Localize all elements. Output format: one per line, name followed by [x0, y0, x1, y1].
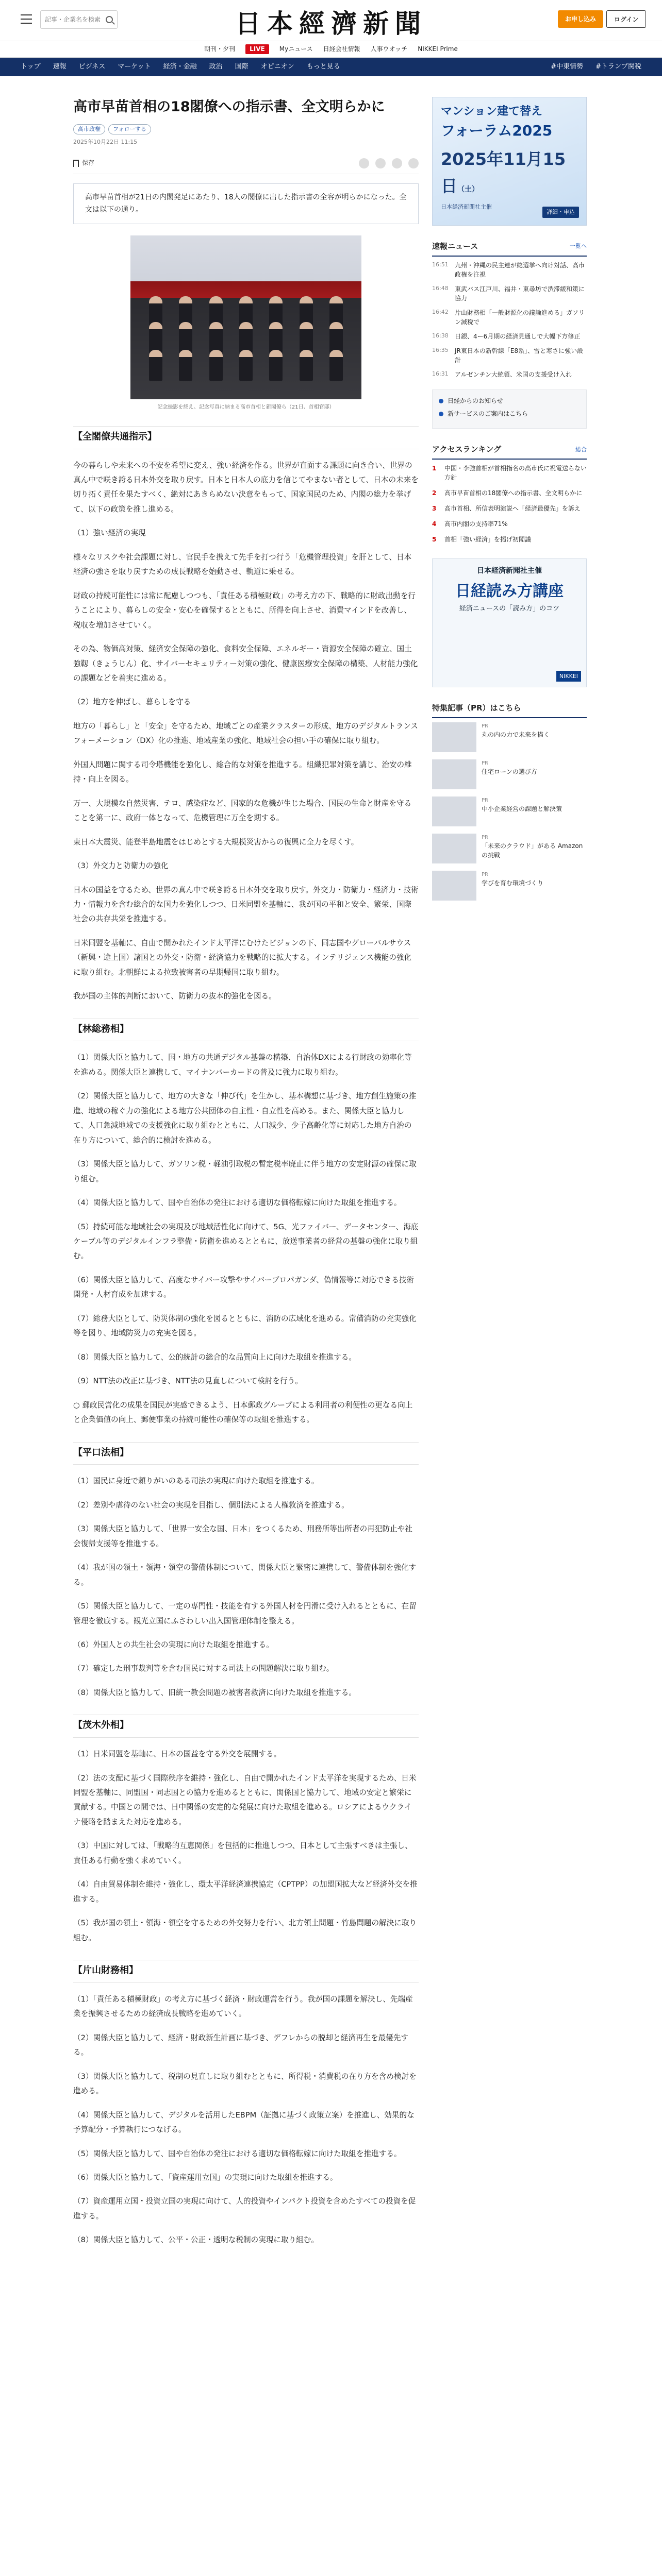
ranking-item[interactable] — [432, 488, 587, 498]
more-icon[interactable] — [408, 158, 419, 168]
notice-box — [432, 389, 587, 429]
news-item[interactable] — [432, 346, 587, 365]
hamburger-menu-icon[interactable] — [21, 14, 32, 24]
ranking-item[interactable] — [432, 504, 587, 513]
pr-card[interactable] — [432, 834, 587, 863]
rank-number: 3 — [432, 505, 437, 513]
article-paragraph: その為、物価高対策、経済安全保障の強化、食料安全保障、エネルギー・資源安全保障の確立、国土強靱（きょうじん）化、サイバーセキュリティー対策の強化、健康医療安全保障の構築、人材能力強化の課題などを着実に進める。 — [73, 645, 418, 683]
pr-card[interactable] — [432, 759, 587, 789]
gnav-business[interactable]: ビジネス — [78, 62, 106, 71]
article-paragraph: （3）関係大臣と協力して、ガソリン税・軽油引取税の暫定税率廃止に伴う地方の安定財源の確保に取り組む。 — [73, 1160, 417, 1183]
info-icon — [439, 399, 443, 403]
global-nav — [0, 58, 662, 76]
gnav-politics[interactable]: 政治 — [209, 62, 223, 71]
ranking-headline[interactable]: 中国・李強首相が首相指名の高市氏に祝電送らない方針 — [444, 465, 587, 482]
breaking-news — [432, 240, 587, 379]
article-body — [73, 426, 419, 2248]
subscribe-button[interactable]: お申し込み — [558, 10, 603, 28]
article-paragraph: （7）確定した刑事裁判等を含む国民に対する司法上の問題解決に取り組む。 — [73, 1664, 334, 1673]
article-tools — [73, 158, 419, 174]
gift-icon[interactable] — [375, 158, 386, 168]
gnav-more[interactable]: もっと見る — [306, 62, 340, 71]
article-paragraph: （1）関係大臣と協力して、国・地方の共通デジタル基盤の構築、自治体DXによる行財政の効率化等を進める。関係大臣と連携して、マイナンバーカードの普及に強力に取り組む。 — [73, 1053, 412, 1077]
ranking-headline[interactable]: 高市早苗首相の18閣僚への指示書、全文明らかに — [444, 489, 583, 497]
article-paragraph: 日米同盟を基軸に、自由で開かれたインド太平洋にむけたビジョンの下、同志国やグローバルサウス（新興・途上国）諸国との外交・防衛・経済協力を戦略的に拡大する。インテリジェンス機能の強化に取り組む。北朝鮮による拉致被害者の早期帰国に取り組む。 — [73, 938, 411, 977]
ad2-lead: 日本経済新聞社主催 — [477, 567, 542, 575]
news-time: 16:48 — [432, 285, 449, 292]
article-paragraph: 万一、大規模な自然災害、テロ、感染症など、国家的な危機が生じた場合、国民の生命と財産を守ることを第一に、政府一体となって、危機管理に万全を期する。 — [73, 799, 412, 823]
rank-number: 2 — [432, 489, 437, 497]
section-heading: 【平口法相】 — [73, 1442, 419, 1465]
news-time: 16:31 — [432, 370, 449, 377]
print-icon[interactable] — [392, 158, 402, 168]
cabinet-photo[interactable] — [130, 235, 361, 399]
sidebar — [432, 97, 587, 908]
article-paragraph: 日本の国益を守るため、世界の真ん中で咲き誇る日本外交を取り戻す。外交力・防衛力・経済力・技術力・情報力を含む総合的な国力を強化しつつ、日米同盟を基軸に、我が国の平和と安全、繁栄、国際社会の共存共栄を推進する。 — [73, 885, 419, 924]
search-input[interactable] — [45, 16, 103, 23]
article-paragraph: （4）我が国の領土・領海・領空の警備体制について、関係大臣と緊密に連携して、警備体制を強化する。 — [73, 1563, 417, 1587]
pr-headline[interactable]: 中小企業経営の課題と解決策 — [482, 805, 562, 813]
ad-forum-title: マンション建て替え — [441, 105, 543, 118]
article-paragraph: （8）関係大臣と協力して、公平・公正・透明な税制の実現に取り組む。 — [73, 2235, 319, 2245]
article-paragraph: （3）中国に対しては、「戦略的互恵関係」を包括的に推進しつつ、日本として主張すべきは主張し、責任ある行動を強く求めていく。 — [73, 1841, 412, 1865]
pr-headline[interactable]: 住宅ローンの選び方 — [482, 768, 537, 776]
news-item[interactable] — [432, 308, 587, 327]
article-paragraph: （4）関係大臣と協力して、国や自治体の発注における適切な価格転嫁に向けた取組を推進する。 — [73, 1198, 402, 1208]
ranking-headline[interactable]: 高市首相、所信表明演説へ「経済最優先」を訴え — [444, 505, 581, 513]
photo-people-row — [141, 350, 351, 381]
site-logo[interactable]: 日本經濟新聞 — [235, 8, 427, 39]
article-paragraph: （6）外国人との共生社会の実現に向けた取組を推進する。 — [73, 1640, 274, 1649]
pr-thumbnail[interactable] — [432, 871, 476, 901]
gnav-market[interactable]: マーケット — [118, 62, 151, 71]
nav-paper[interactable]: 朝刊・夕刊 — [204, 45, 236, 53]
article-paragraph: （8）関係大臣と協力して、公的統計の総合的な品質向上に向けた取組を推進する。 — [73, 1352, 356, 1362]
ad2-sub: 経済ニュースの「読み方」のコツ — [459, 604, 560, 613]
news-headline[interactable]: 東武バス江戸川、福井・東尋坊で渋滞緩和策に協力 — [455, 285, 585, 302]
section-heading: 【片山財務相】 — [73, 1960, 419, 1983]
article-paragraph: 我が国の主体的判断において、防衛力の抜本的強化を図る。 — [73, 992, 276, 1001]
news-headline[interactable]: JR東日本の新幹線「E8系」、雪と寒さに強い設計 — [455, 347, 584, 364]
article-paragraph: （5）関係大臣と協力して、国や自治体の発注における適切な価格転嫁に向けた取組を推進する。 — [73, 2149, 402, 2158]
topic-tag[interactable]: 高市政権 — [73, 124, 105, 134]
notice-item[interactable]: 日経からのお知らせ — [448, 397, 503, 404]
news-item[interactable] — [432, 332, 587, 341]
pr-card[interactable] — [432, 722, 587, 752]
article-paragraph: 外国人問題に関する司令塔機能を強化し、総合的な対策を推進する。組織犯罪対策を講じ、治安の維持・向上を図る。 — [73, 760, 412, 784]
section-heading: 【林総務相】 — [73, 1019, 419, 1042]
gnav-top[interactable]: トップ — [21, 62, 41, 71]
news-headline[interactable]: アルゼンチン大統領、米国の支援受け入れ — [455, 371, 572, 378]
pr-thumbnail[interactable] — [432, 759, 476, 789]
article-paragraph: （1）日米同盟を基軸に、日本の国益を守る外交を展開する。 — [73, 1750, 282, 1759]
nav-prime[interactable]: NIKKEI Prime — [418, 45, 458, 53]
site-header — [0, 0, 662, 41]
ranking-tab[interactable]: 総合 — [575, 446, 587, 453]
news-time: 16:51 — [432, 261, 449, 268]
ranking-item[interactable] — [432, 519, 587, 529]
news-time: 16:38 — [432, 332, 449, 339]
pr-headline[interactable]: 学びを育む環境づくり — [482, 879, 544, 887]
ad-forum-cta[interactable]: 詳細・申込 — [542, 207, 579, 218]
news-item[interactable] — [432, 261, 587, 279]
article-paragraph: （2）関係大臣と協力して、地方の大きな「伸び代」を生かし、基本構想に基づき、地方創生施策の推進、地域の稼ぐ力の強化による地方公共団体の自主性・自立性を高める。また、関係大臣と協力して、人口急減地域での支援強化に取り組むとともに、人口減少、少子高齢化等に対応した地方自治の在り方について、総合的に検討を進める。 — [73, 1092, 417, 1145]
pr-tag: PR — [482, 872, 488, 878]
article-paragraph: （6）関係大臣と協力して、「資産運用立国」の実現に向けた取組を推進する。 — [73, 2173, 338, 2182]
nav-jinji[interactable]: 人事ウオッチ — [370, 45, 408, 53]
section-heading: 【全閣僚共通指示】 — [73, 426, 419, 449]
article-paragraph: （5）関係大臣と協力して、一定の専門性・技能を有する外国人材を円滑に受け入れるとともに、在留管理を徹底する。観光立国にふさわしい出入国管理体制を整える。 — [73, 1602, 417, 1625]
article-paragraph: （6）関係大臣と協力して、高度なサイバー攻撃やサイバーブロパガンダ、偽情報等に対応できる技術開発・人材育成を加速する。 — [73, 1275, 414, 1299]
pr-tag: PR — [482, 798, 488, 804]
article-paragraph: 地方の「暮らし」と「安全」を守るため、地域ごとの産業クラスターの形成、地方のデジタルトランスフォーメーション（DX）化の推進、地域産業の強化、地域社会の担い手の確保に取り組む。 — [73, 721, 418, 745]
ranking-item[interactable] — [432, 464, 587, 482]
article-paragraph: （1）強い経済の実現 — [73, 529, 146, 538]
article-paragraph: 東日本大震災、能登半島地震をはじめとする大規模災害からの復興に全力を尽くす。 — [73, 837, 359, 846]
article-paragraph: （2）法の支配に基づく国際秩序を維持・強化し、自由で開かれたインド太平洋を実現するため、日米同盟を基軸に、同盟国・同志国との協力を進めるとともに、関係国と協力して、地域の安定と繁栄に貢献する。中国との間では、日中関係の安定的な発展に向けた取組を進める。ロシアによるウクライナ侵略を踏まえた対応を進める。 — [73, 1773, 417, 1826]
article-paragraph: （7）資産運用立国・投資立国の実現に向けて、人的投資やインパクト投資を含めたすべての投資を促進する。 — [73, 2197, 416, 2221]
ad-forum-subtitle: フォーラム2025 — [441, 122, 553, 139]
article-paragraph: ○ 郵政民営化の成果を国民が実感できるよう、日本郵政グループによる利用者の利便性の更なる向上と企業価値の向上、郵便事業の持続可能性の確保等の取組を推進する。 — [73, 1400, 413, 1425]
ad-forum-date: 2025年11月15日（土） — [441, 149, 566, 196]
nav-company[interactable]: 日経会社情報 — [323, 45, 360, 53]
news-headline[interactable]: 九州・沖縄の民主連が総選挙へ向け対話、高市政権を注視 — [455, 262, 585, 278]
pr-features — [432, 702, 587, 901]
ranking-item[interactable] — [432, 535, 587, 544]
article-paragraph: 財政の持続可能性には常に配慮しつつも、「責任ある積極財政」の考え方の下、戦略的に財政出動を行うことにより、暮らしの安全・安心を確保するとともに、所得を向上させ、消費マインドを改善し、税収を増加させていく。 — [73, 591, 416, 630]
ad-reading-course[interactable] — [432, 558, 587, 687]
bookmark-icon — [73, 160, 79, 167]
gnav-world[interactable]: 国際 — [235, 62, 249, 71]
pr-thumbnail[interactable] — [432, 834, 476, 863]
share-icon[interactable] — [359, 158, 369, 168]
pr-headline[interactable]: 「未来のクラウド」がある Amazonの挑戦 — [482, 842, 583, 859]
nav-mynews[interactable]: Myニュース — [279, 45, 313, 53]
ad-forum[interactable] — [432, 97, 587, 226]
article-paragraph: （3）関係大臣と協力して、「世界一安全な国、日本」をつくるため、刑務所等出所者の再犯防止や社会復帰支援等を推進する。 — [73, 1524, 412, 1548]
ad-forum-note: 日本経済新聞社主催 — [441, 203, 492, 210]
photo-people-row — [141, 322, 351, 353]
rank-number: 5 — [432, 536, 437, 544]
article-paragraph: （1）国民に身近で頼りがいのある司法の実現に向けた取組を推進する。 — [73, 1477, 319, 1486]
article-paragraph: （2）関係大臣と協力して、経済・財政新生計画に基づき、デフレからの脱却と経済再生を最優先する。 — [73, 2033, 408, 2057]
article-paragraph: 様々なリスクや社会課題に対し、官民手を携えて先手を打つ行う「危機管理投資」を肝として、日本経済の強さを取り戻すための成長戦略を始動させ、軌道に乗せる。 — [73, 552, 412, 577]
rank-number: 4 — [432, 520, 437, 528]
gnav-opinion[interactable]: オピニオン — [260, 62, 294, 71]
news-headline[interactable]: 日銀、4ー6月期の経済見通しで大幅下方修正 — [455, 333, 581, 340]
pr-title: 特集記事（PR）はこちら — [432, 703, 521, 713]
photo-caption: 記念撮影を終え、記念写真に納まる高市首相と新閣僚ら（21日、首相官邸） — [157, 404, 335, 410]
article-paragraph: （9）NTT法の改正に基づき、NTT法の見直しについて検討を行う。 — [73, 1377, 303, 1386]
ranking-title: アクセスランキング — [432, 445, 502, 454]
pr-headline[interactable]: 丸の内の力で未来を描く — [482, 731, 550, 739]
gnav-economy[interactable]: 経済・金融 — [163, 62, 197, 71]
login-button[interactable]: ログイン — [606, 10, 646, 28]
info-icon — [439, 412, 443, 416]
news-item[interactable] — [432, 284, 587, 303]
article-paragraph: （4）自由貿易体制を維持・強化し、環太平洋経済連携協定（CPTPP）の加盟国拡大など経済外交を推進する。 — [73, 1880, 418, 1904]
gnav-flash[interactable]: 速報 — [53, 62, 67, 71]
article-paragraph: （2）差別や虐待のない社会の実現を目指し、個別法による人権救済を推進する。 — [73, 1500, 349, 1510]
news-item[interactable] — [432, 370, 587, 379]
article-paragraph: （7）総務大臣として、防災体制の強化を図るとともに、消防の広域化を進める。常備消防の充実強化等を図り、地域防災力の充実を図る。 — [73, 1314, 417, 1338]
pr-tag: PR — [482, 835, 488, 841]
pr-thumbnail[interactable] — [432, 722, 476, 752]
article-paragraph: （2）地方を伸ばし、暮らしを守る — [73, 698, 191, 707]
news-time: 16:42 — [432, 309, 449, 315]
ranking-headline[interactable]: 首相「強い経済」を掲げ初閣議 — [444, 536, 532, 544]
article-paragraph: （3）関係大臣と協力して、税制の見直しに取り組むとともに、所得税・消費税の在り方を含め検討を進める。 — [73, 2072, 417, 2096]
news-headline[interactable]: 片山財務相「一般財源化の議論進める」ガソリン減税で — [455, 309, 585, 326]
article-paragraph: （5）持続可能な地域社会の実現及び地域活性化に向けて、5G、光ファイバー、データセンター、海底ケーブル等のデジタルインフラ整備・防衛を進めるとともに、放送事業者の経営の基盤の強化に取り組む。 — [73, 1222, 419, 1261]
gnav-topic-tariff[interactable]: #トランプ関税 — [595, 62, 641, 71]
article — [73, 97, 419, 2257]
nav-live[interactable]: LIVE — [245, 44, 269, 54]
breaking-news-more[interactable]: 一覧へ — [570, 243, 587, 250]
search-icon[interactable] — [106, 16, 113, 23]
publish-date: 2025年10月22日 11:15 — [73, 139, 138, 146]
pr-card[interactable] — [432, 796, 587, 826]
follow-button[interactable]: フォローする — [108, 124, 151, 134]
article-paragraph: （8）関係大臣と協力して、旧統一教会問題の被害者救済に向けた取組を推進する。 — [73, 1688, 356, 1697]
article-paragraph: （1）「責任ある積極財政」の考え方に基づく経済・財政運営を行う。我が国の課題を解決し、先端産業を振興させるための経済成長戦略を進めていく。 — [73, 1994, 413, 2019]
rank-number: 1 — [432, 465, 437, 472]
article-paragraph: （3）外交力と防衛力の強化 — [73, 861, 169, 871]
article-title: 高市早苗首相の18閣僚への指示書、全文明らかに — [73, 99, 385, 115]
notice-item[interactable]: 新サービスのご案内はこちら — [448, 410, 528, 418]
article-lead: 高市早苗首相が21日の内閣発足にあたり、18人の閣僚に出した指示書の全容が明らかになった。全文は以下の通り。 — [73, 183, 419, 224]
article-paragraph: 今の暮らしや未来への不安を希望に変え、強い経済を作る。世界が直面する課題に向き合い、世界の真ん中で咲き誇る日本外交を取り戻す。日本と日本人の底力を信じてやまない者として、日本の未来を切り拓く責任を果たすべく、絶対にあきらめない決意をもって、国家国民のため、内閣の総力を挙げて、以下の政策を推し進める。 — [73, 461, 419, 514]
ad2-title: 日経読み方講座 — [455, 582, 564, 600]
news-time: 16:35 — [432, 347, 449, 353]
save-label: 保存 — [82, 159, 95, 167]
section-heading: 【茂木外相】 — [73, 1715, 419, 1738]
pr-thumbnail[interactable] — [432, 796, 476, 826]
access-ranking — [432, 443, 587, 544]
article-paragraph: （4）関係大臣と協力して、デジタルを活用したEBPM（証拠に基づく政策立案）を推進し、効果的な予算配分・予算執行につなげる。 — [73, 2110, 415, 2134]
gnav-topic-mideast[interactable]: #中東情勢 — [551, 62, 584, 71]
search-box[interactable] — [40, 10, 118, 29]
pr-tag: PR — [482, 760, 488, 767]
pr-tag: PR — [482, 723, 488, 730]
pr-card[interactable] — [432, 871, 587, 901]
article-paragraph: （5）我が国の領土・領海・領空を守るための外交努力を行い、北方領土問題・竹島問題の解決に取り組む。 — [73, 1919, 417, 1942]
save-button[interactable] — [73, 158, 94, 168]
ranking-headline[interactable]: 高市内閣の支持率71% — [444, 520, 508, 528]
ad2-logo: NIKKEI — [556, 671, 581, 682]
breaking-news-title: 速報ニュース — [432, 242, 478, 251]
